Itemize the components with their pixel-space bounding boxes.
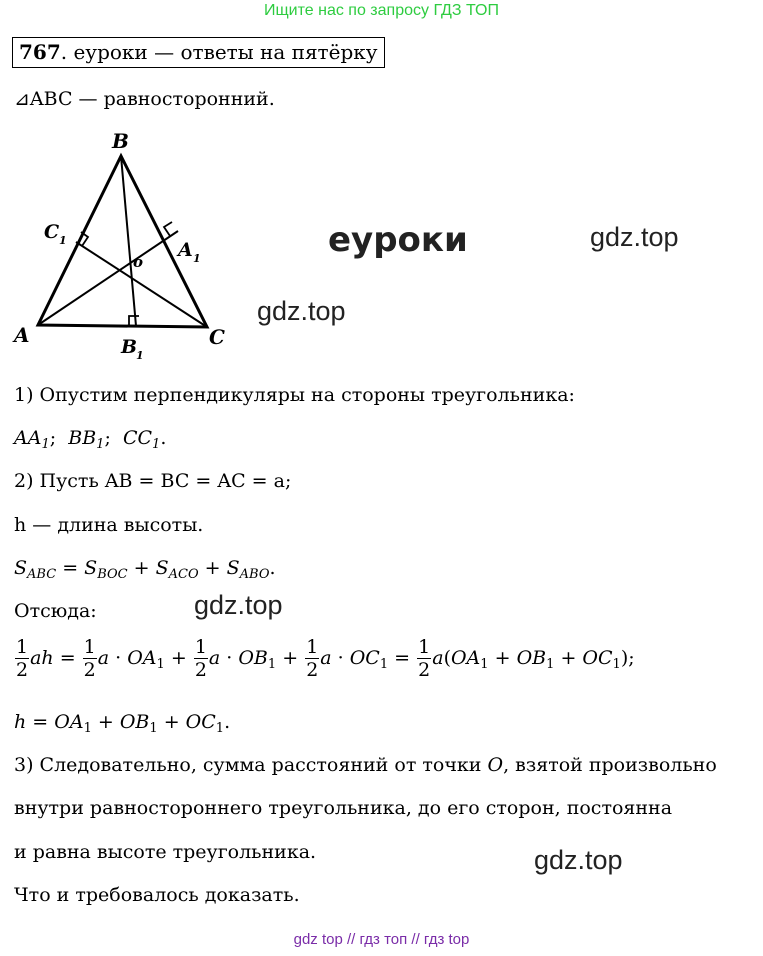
triangle-statement: ⊿ABC — равносторонний.	[14, 88, 275, 110]
exercise-title-text: . еуроки — ответы на пятёрку	[60, 40, 378, 64]
exercise-number: 767	[19, 40, 61, 64]
footer-banner: gdz top // гдз топ // гдз top	[293, 931, 470, 948]
search-banner: Ищите нас по запросу ГДЗ ТОП	[264, 2, 499, 19]
label-b1: B	[121, 336, 138, 358]
exercise-title	[12, 37, 385, 68]
triangle-figure	[8, 128, 233, 363]
gdz-watermark-2: gdz.top	[257, 296, 346, 326]
label-c1-sub: 1	[59, 234, 67, 247]
step-2-text: 2) Пусть AB = BC = AC = a;	[14, 470, 292, 492]
label-a1-sub: 1	[193, 252, 201, 265]
label-b: B	[112, 129, 129, 153]
height-definition: h — длина высоты.	[14, 514, 204, 536]
euroki-watermark: еуроки	[328, 220, 468, 260]
right-angle-b1	[129, 316, 139, 326]
area-equation: $S_{ABC} = S_{BOC} + S_{ACO} + S_{ABO}$.	[14, 557, 276, 582]
gdz-watermark-3: gdz.top	[194, 590, 283, 620]
label-o: o	[133, 253, 144, 271]
label-a: A	[14, 323, 30, 347]
area-formula: $\frac{1}{2}$ ah = $\frac{1}{2}$ $a \cdot OA_1$ + $\frac{1}{2}$ $a \cdot OB_1$ + $\frac{1}{2}$ $a \cdot OC_1$ = $\frac{1}{2}$ $a(OA_1 + OB_1 + OC_1)$;	[16, 636, 635, 681]
step-3-line-3: и равна высоте треугольника.	[14, 841, 317, 863]
height-sum: $h = OA_1 + OB_1 + OC_1$.	[14, 711, 231, 736]
conclusion-text: Что и требовалось доказать.	[14, 884, 300, 906]
label-a1: A	[178, 239, 193, 261]
step-3-line-2: внутри равностороннего треугольника, до его сторон, постоянна	[14, 797, 673, 819]
perpendiculars-list: $AA_1$; $BB_1$; $CC_1$.	[14, 427, 167, 452]
gdz-watermark-4: gdz.top	[534, 845, 623, 875]
right-angle-a1	[164, 222, 172, 236]
gdz-watermark-1: gdz.top	[590, 222, 679, 252]
label-c1: C	[44, 221, 60, 243]
step-1-text: 1) Опустим перпендикуляры на стороны треугольника:	[14, 384, 575, 406]
hence-label: Отсюда:	[14, 600, 97, 622]
step-3-line-1: 3) Следовательно, сумма расстояний от точки O, взятой произвольно	[14, 754, 717, 776]
label-c: C	[209, 325, 225, 349]
label-b1-sub: 1	[136, 349, 144, 362]
